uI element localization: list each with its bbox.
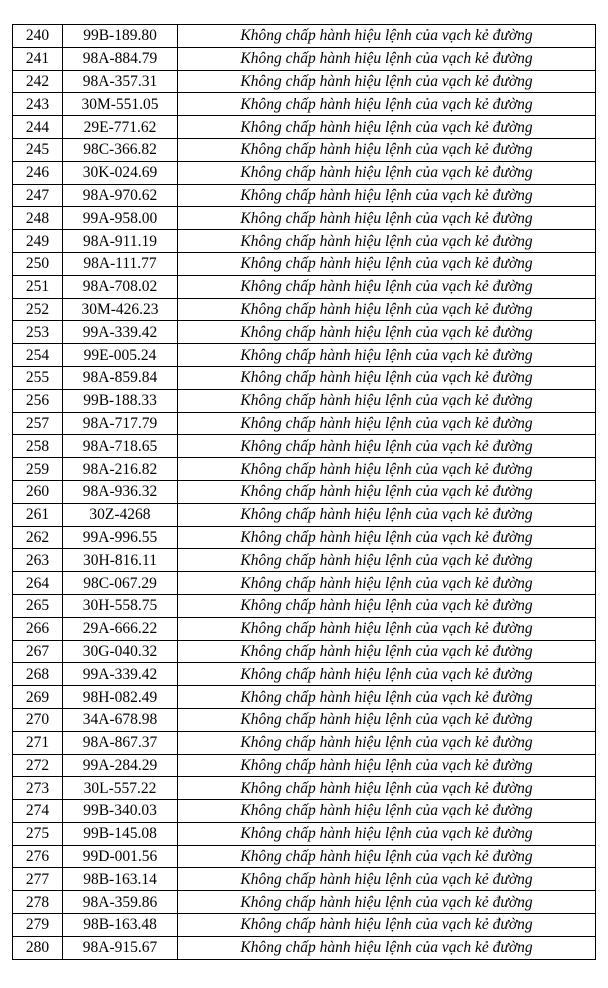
table-row [13,161,596,184]
license-plate-cell: 98H-082.49 [63,686,178,709]
violation-cell: Không chấp hành hiệu lệnh của vạch kẻ đường [178,594,596,617]
license-plate-cell: 99A-339.42 [63,321,178,344]
table-row [13,47,596,70]
license-plate-cell: 30L-557.22 [63,777,178,800]
license-plate-cell: 98B-163.48 [63,914,178,937]
row-number-cell: 257 [13,412,63,435]
license-plate-cell: 30Z-4268 [63,503,178,526]
table-row [13,526,596,549]
violation-cell: Không chấp hành hiệu lệnh của vạch kẻ đường [178,617,596,640]
row-number-cell: 259 [13,458,63,481]
violation-cell: Không chấp hành hiệu lệnh của vạch kẻ đường [178,47,596,70]
table-row [13,891,596,914]
row-number-cell: 270 [13,708,63,731]
violation-cell: Không chấp hành hiệu lệnh của vạch kẻ đường [178,914,596,937]
violation-cell: Không chấp hành hiệu lệnh của vạch kẻ đường [178,845,596,868]
violation-cell: Không chấp hành hiệu lệnh của vạch kẻ đường [178,298,596,321]
table-row [13,777,596,800]
violation-cell: Không chấp hành hiệu lệnh của vạch kẻ đường [178,640,596,663]
table-row [13,207,596,230]
row-number-cell: 271 [13,731,63,754]
table-row [13,116,596,139]
row-number-cell: 245 [13,138,63,161]
row-number-cell: 266 [13,617,63,640]
violation-cell: Không chấp hành hiệu lệnh của vạch kẻ đường [178,549,596,572]
table-row [13,822,596,845]
violation-cell: Không chấp hành hiệu lệnh của vạch kẻ đường [178,344,596,367]
table-row [13,184,596,207]
license-plate-cell: 98A-717.79 [63,412,178,435]
row-number-cell: 264 [13,572,63,595]
violation-cell: Không chấp hành hiệu lệnh của vạch kẻ đường [178,435,596,458]
license-plate-cell: 99A-996.55 [63,526,178,549]
table-row [13,663,596,686]
table-body [13,25,596,960]
row-number-cell: 252 [13,298,63,321]
license-plate-cell: 98A-718.65 [63,435,178,458]
license-plate-cell: 98A-859.84 [63,366,178,389]
table-row [13,800,596,823]
license-plate-cell: 98A-915.67 [63,936,178,959]
table-row [13,458,596,481]
license-plate-cell: 30H-816.11 [63,549,178,572]
license-plate-cell: 30K-024.69 [63,161,178,184]
license-plate-cell: 98A-357.31 [63,70,178,93]
license-plate-cell: 99B-189.80 [63,25,178,48]
table-row [13,549,596,572]
table-row [13,845,596,868]
violation-cell: Không chấp hành hiệu lệnh của vạch kẻ đường [178,275,596,298]
row-number-cell: 267 [13,640,63,663]
violation-cell: Không chấp hành hiệu lệnh của vạch kẻ đường [178,389,596,412]
violation-cell: Không chấp hành hiệu lệnh của vạch kẻ đường [178,686,596,709]
violation-cell: Không chấp hành hiệu lệnh của vạch kẻ đường [178,184,596,207]
license-plate-cell: 98A-111.77 [63,252,178,275]
license-plate-cell: 98C-067.29 [63,572,178,595]
row-number-cell: 251 [13,275,63,298]
violation-cell: Không chấp hành hiệu lệnh của vạch kẻ đường [178,252,596,275]
license-plate-cell: 98A-867.37 [63,731,178,754]
violation-cell: Không chấp hành hiệu lệnh của vạch kẻ đường [178,754,596,777]
table-row [13,708,596,731]
row-number-cell: 246 [13,161,63,184]
violation-cell: Không chấp hành hiệu lệnh của vạch kẻ đường [178,868,596,891]
license-plate-cell: 98A-216.82 [63,458,178,481]
row-number-cell: 260 [13,480,63,503]
table-row [13,640,596,663]
row-number-cell: 274 [13,800,63,823]
table-row [13,138,596,161]
violation-cell: Không chấp hành hiệu lệnh của vạch kẻ đường [178,731,596,754]
table-row [13,754,596,777]
license-plate-cell: 30M-426.23 [63,298,178,321]
row-number-cell: 277 [13,868,63,891]
row-number-cell: 262 [13,526,63,549]
table-row [13,503,596,526]
license-plate-cell: 30M-551.05 [63,93,178,116]
license-plate-cell: 30G-040.32 [63,640,178,663]
table-row [13,230,596,253]
row-number-cell: 240 [13,25,63,48]
table-row [13,298,596,321]
table-row [13,731,596,754]
row-number-cell: 244 [13,116,63,139]
license-plate-cell: 29A-666.22 [63,617,178,640]
license-plate-cell: 99B-145.08 [63,822,178,845]
table-row [13,93,596,116]
license-plate-cell: 29E-771.62 [63,116,178,139]
row-number-cell: 268 [13,663,63,686]
row-number-cell: 241 [13,47,63,70]
license-plate-cell: 99A-339.42 [63,663,178,686]
table-row [13,366,596,389]
license-plate-cell: 98A-884.79 [63,47,178,70]
row-number-cell: 253 [13,321,63,344]
violation-cell: Không chấp hành hiệu lệnh của vạch kẻ đường [178,25,596,48]
row-number-cell: 272 [13,754,63,777]
table-row [13,936,596,959]
violation-cell: Không chấp hành hiệu lệnh của vạch kẻ đường [178,822,596,845]
violation-cell: Không chấp hành hiệu lệnh của vạch kẻ đường [178,777,596,800]
row-number-cell: 256 [13,389,63,412]
table-row [13,914,596,937]
table-row [13,572,596,595]
table-row [13,70,596,93]
table-row [13,412,596,435]
license-plate-cell: 98A-970.62 [63,184,178,207]
row-number-cell: 269 [13,686,63,709]
license-plate-cell: 99A-284.29 [63,754,178,777]
license-plate-cell: 98A-911.19 [63,230,178,253]
license-plate-cell: 98A-359.86 [63,891,178,914]
table-row [13,435,596,458]
violation-cell: Không chấp hành hiệu lệnh của vạch kẻ đường [178,503,596,526]
table-row [13,686,596,709]
violation-cell: Không chấp hành hiệu lệnh của vạch kẻ đường [178,708,596,731]
violation-cell: Không chấp hành hiệu lệnh của vạch kẻ đường [178,207,596,230]
violation-cell: Không chấp hành hiệu lệnh của vạch kẻ đường [178,936,596,959]
row-number-cell: 263 [13,549,63,572]
row-number-cell: 242 [13,70,63,93]
row-number-cell: 249 [13,230,63,253]
table-row [13,389,596,412]
license-plate-cell: 98B-163.14 [63,868,178,891]
violation-cell: Không chấp hành hiệu lệnh của vạch kẻ đường [178,800,596,823]
violation-cell: Không chấp hành hiệu lệnh của vạch kẻ đường [178,116,596,139]
violation-cell: Không chấp hành hiệu lệnh của vạch kẻ đường [178,366,596,389]
violation-cell: Không chấp hành hiệu lệnh của vạch kẻ đường [178,412,596,435]
row-number-cell: 255 [13,366,63,389]
table-row [13,25,596,48]
violation-cell: Không chấp hành hiệu lệnh của vạch kẻ đường [178,891,596,914]
row-number-cell: 273 [13,777,63,800]
table-row [13,344,596,367]
violation-cell: Không chấp hành hiệu lệnh của vạch kẻ đường [178,458,596,481]
license-plate-cell: 30H-558.75 [63,594,178,617]
row-number-cell: 250 [13,252,63,275]
violations-table [12,24,596,960]
table-row [13,617,596,640]
violation-cell: Không chấp hành hiệu lệnh của vạch kẻ đường [178,70,596,93]
license-plate-cell: 99D-001.56 [63,845,178,868]
table-row [13,252,596,275]
license-plate-cell: 98A-708.02 [63,275,178,298]
table-row [13,321,596,344]
row-number-cell: 261 [13,503,63,526]
violation-cell: Không chấp hành hiệu lệnh của vạch kẻ đường [178,480,596,503]
row-number-cell: 280 [13,936,63,959]
violation-cell: Không chấp hành hiệu lệnh của vạch kẻ đường [178,572,596,595]
row-number-cell: 275 [13,822,63,845]
table-row [13,275,596,298]
license-plate-cell: 34A-678.98 [63,708,178,731]
license-plate-cell: 99E-005.24 [63,344,178,367]
row-number-cell: 279 [13,914,63,937]
row-number-cell: 258 [13,435,63,458]
table-row [13,480,596,503]
license-plate-cell: 99B-340.03 [63,800,178,823]
violation-cell: Không chấp hành hiệu lệnh của vạch kẻ đường [178,526,596,549]
row-number-cell: 248 [13,207,63,230]
license-plate-cell: 99A-958.00 [63,207,178,230]
table-row [13,594,596,617]
license-plate-cell: 99B-188.33 [63,389,178,412]
row-number-cell: 276 [13,845,63,868]
row-number-cell: 247 [13,184,63,207]
violation-cell: Không chấp hành hiệu lệnh của vạch kẻ đường [178,321,596,344]
license-plate-cell: 98C-366.82 [63,138,178,161]
row-number-cell: 278 [13,891,63,914]
violation-cell: Không chấp hành hiệu lệnh của vạch kẻ đường [178,161,596,184]
table-row [13,868,596,891]
violation-cell: Không chấp hành hiệu lệnh của vạch kẻ đường [178,93,596,116]
row-number-cell: 243 [13,93,63,116]
violation-cell: Không chấp hành hiệu lệnh của vạch kẻ đường [178,663,596,686]
violation-cell: Không chấp hành hiệu lệnh của vạch kẻ đường [178,138,596,161]
row-number-cell: 254 [13,344,63,367]
license-plate-cell: 98A-936.32 [63,480,178,503]
row-number-cell: 265 [13,594,63,617]
violation-cell: Không chấp hành hiệu lệnh của vạch kẻ đường [178,230,596,253]
